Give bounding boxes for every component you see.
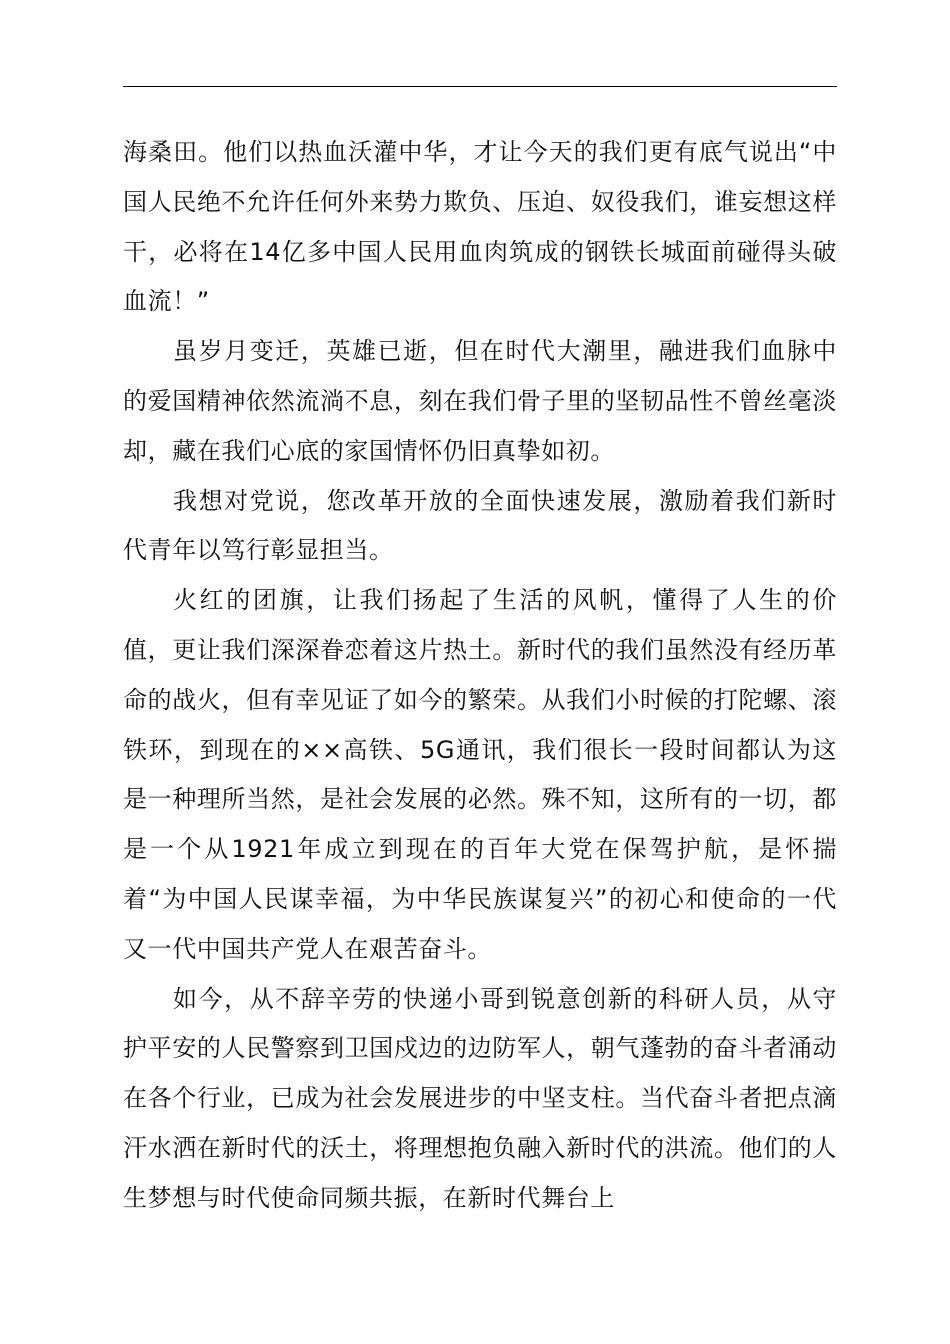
paragraph-2: 虽岁月变迁，英雄已逝，但在时代大潮里，融进我们血脉中的爱国精神依然流淌不息，刻在我们骨子里的坚韧品性不曾丝毫淡却，藏在我们心底的家国情怀仍旧真挚如初。 — [123, 337, 837, 465]
paragraph-1: 海桑田。他们以热血沃灌中华，才让今天的我们更有底气说出“中国人民绝不允许任何外来势力欺负、压迫、奴役我们，谁妄想这样干，必将在14亿多中国人民用血肉筑成的钢铁长城面前碰得头破血流！” — [123, 138, 837, 316]
paragraph-3: 我想对党说，您改革开放的全面快速发展，激励着我们新时代青年以笃行彰显担当。 — [123, 486, 837, 565]
header-rule — [123, 86, 837, 87]
paragraph-4: 火红的团旗，让我们扬起了生活的风帆，懂得了人生的价值，更让我们深深眷恋着这片热土。新时代的我们虽然没有经历革命的战火，但有幸见证了如今的繁荣。从我们小时候的打陀螺、滚铁环，到现在的××高铁、5G通讯，我们很长一段时间都认为这是一种理所当然，是社会发展的必然。殊不知，这所有的一切，都是一个从1921年成立到现在的百年大党在保驾护航，是怀揣着“为中国人民谋幸福，为中华民族谋复兴”的初心和使命的一代又一代中国共产党人在艰苦奋斗。 — [123, 586, 837, 963]
body-text — [123, 128, 837, 1224]
paragraph-5: 如今，从不辞辛劳的快递小哥到锐意创新的科研人员，从守护平安的人民警察到卫国戍边的边防军人，朝气蓬勃的奋斗者涌动在各个行业，已成为社会发展进步的中坚支柱。当代奋斗者把点滴汗水洒在新时代的沃土，将理想抱负融入新时代的洪流。他们的人生梦想与时代使命同频共振，在新时代舞台上 — [123, 984, 837, 1212]
